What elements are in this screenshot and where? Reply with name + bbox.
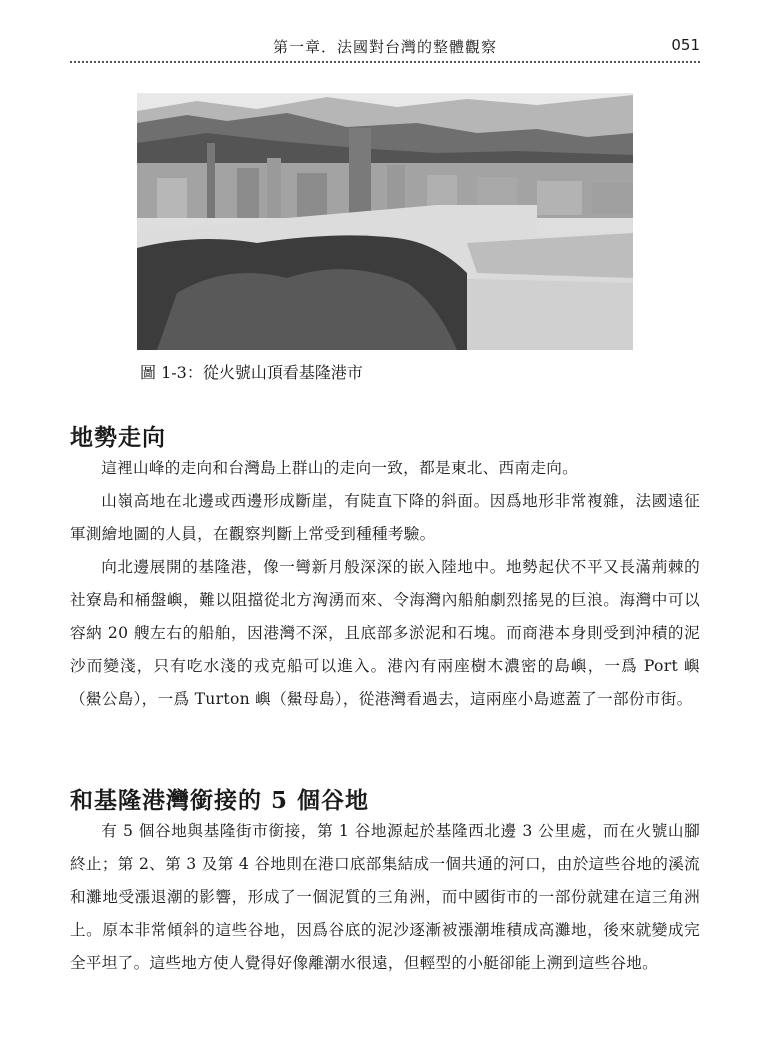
paragraph: 山嶺高地在北邊或西邊形成斷崖，有陡直下降的斜面。因爲地形非常複雜，法國遠征軍測繪地圖的人員，在觀察判斷上常受到種種考驗。 xyxy=(70,492,700,543)
paragraph: 有 5 個谷地與基隆街市銜接，第 1 谷地源起於基隆西北邊 3 公里處，而在火號山腳終止；第 2、第 3 及第 4 谷地則在港口底部集結成一個共通的河口，由於這些谷地的溪流和灘地受漲退潮的影響，形成了一個泥質的三角洲，而中國街市的一部份就建在這三角洲上。原本非常傾斜的這些谷地，因爲谷底的泥沙逐漸被漲潮堆積成高灘地，後來就變成完全平坦了。這些地方使人覺得好像離潮水很遠，但輕型的小艇卻能上溯到這些谷地。 xyxy=(70,822,700,972)
figure-caption: 圖 1-3：從火號山頂看基隆港市 xyxy=(140,363,363,382)
paragraph: 向北邊展開的基隆港，像一彎新月般深深的嵌入陸地中。地勢起伏不平又長滿荊棘的社寮島和桶盤嶼，難以阻擋從北方洶湧而來、令海灣內船舶劇烈搖晃的巨浪。海灣中可以容納 20 艘左右的船舶，因港灣不深，且底部多淤泥和石塊。而商港本身則受到沖積的泥沙而變淺，只有吃水淺的戎克船可以進入。港內有兩座樹木濃密的島嶼，一爲 Port 嶼（鱟公島），一爲 Turton 嶼（鱟母島），從港灣看過去，這兩座小島遮蓋了一部份市街。 xyxy=(70,558,700,708)
running-header xyxy=(70,34,700,58)
harbor-photo xyxy=(137,93,633,350)
section-title: 和基隆港灣銜接的 5 個谷地 xyxy=(70,787,370,814)
header-dotted-rule xyxy=(70,61,700,63)
chapter-title: 第一章．法國對台灣的整體觀察 xyxy=(272,38,497,56)
paragraph: 這裡山峰的走向和台灣島上群山的走向一致，都是東北、西南走向。 xyxy=(101,459,579,477)
section-title: 地勢走向 xyxy=(70,424,166,451)
page-number: 051 xyxy=(671,36,700,54)
